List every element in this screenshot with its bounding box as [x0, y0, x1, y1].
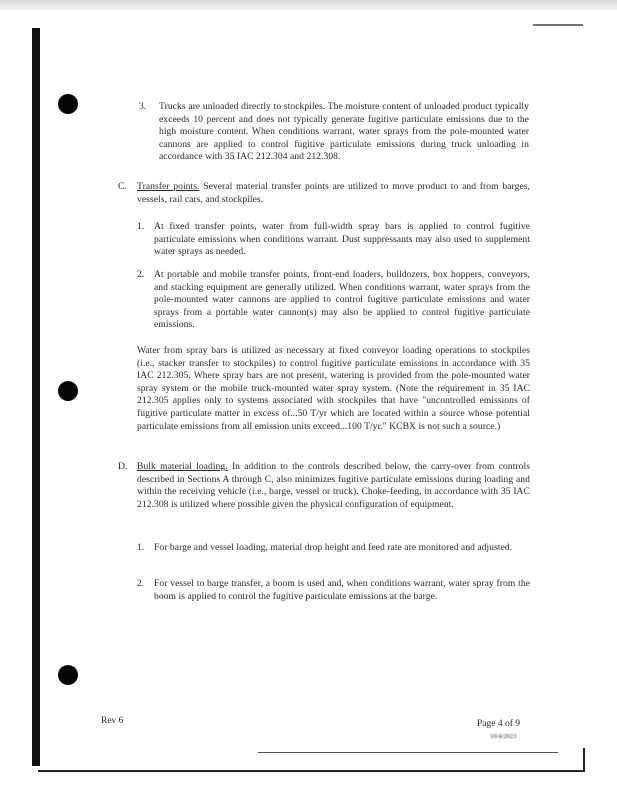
paragraph-a3: Trucks are unloaded directly to stockpiles. The moisture content of unloaded product typically exceeds 10 percent and does not typically generate fugitive particulate emissions due to the high moisture content. When conditions warrant, water sprays from the pole-mounted water cannons are applied to control fugitive particulate emissions during truck unloading in accordance with 35 IAC 212.304 and 212.308.: [159, 101, 529, 163]
section-c-heading: Transfer points.: [137, 181, 200, 192]
date-code: 10/4/2023: [490, 733, 517, 740]
section-letter-d: D.: [118, 461, 128, 472]
paragraph-c-water: Water from spray bars is utilized as necessary at fixed conveyor loading operations to stockpiles (i.e., stacker transfer to stockpiles) to control fugitive particulate emissions in accordance with 35 IAC 212.305. Where spray bars are not present, watering is provided from the pole-mounted water spray system or the mobile truck-mounted water spray system. (Note the requirement in 35 IAC 212.305 applies only to systems associated with stockpiles that have "uncontrolled emissions of fugitive particulate matter in excess of...50 T/yr which are located within a source whose potential particulate emissions from all emission units exceed...100 T/yr." KCBX is not such a source.): [137, 345, 530, 432]
paragraph-d1: For barge and vessel loading, material drop height and feed rate are monitored and adjusted.: [154, 542, 513, 553]
punch-hole-top: [58, 94, 78, 114]
item-number: 2.: [137, 269, 145, 280]
punch-hole-middle: [58, 381, 78, 401]
paragraph-c1: At fixed transfer points, water from full-width spray bars is applied to control fugitive particulate emissions when conditions warrant. Dust suppressants may also used to supplement water sprays as needed.: [154, 221, 530, 258]
scan-left-border: [32, 28, 40, 766]
section-d-text: In addition to the controls described below, the carry-over from controls described in Sections A through C, also minimizes fugitive particulate emissions during loading and within the receiving vehicle (i.e., barge, vessel or truck). Choke-feeding, in accordance with 35 IAC 212.308 is utilized where possible given the physical configuration of equipment.: [137, 461, 531, 510]
paragraph-c2: At portable and mobile transfer points, front-end loaders, bulldozers, box hoppers, conveyors, and stacking equipment are generally utilized. When conditions warrant, water sprays from the pole-mounted water cannons are applied to control fugitive particulate emissions and water sprays from a portable water cannon(s) may also be applied to control fugitive particulate emissions.: [154, 269, 530, 331]
section-c-intro: [137, 181, 530, 206]
item-number: 1.: [137, 542, 145, 553]
revision-label: Rev 6: [101, 716, 124, 726]
scan-top-rule: [533, 24, 583, 26]
section-d-intro: [137, 461, 530, 511]
paragraph-d2: For vessel to barge transfer, a boom is used and, when conditions warrant, water spray from the boom is applied to control the fugitive particulate emissions at the barge.: [154, 578, 530, 602]
item-number: 1.: [137, 221, 145, 232]
section-c-text: Several material transfer points are utilized to move product to and from barges, vessels, rail cars, and stockpiles.: [137, 181, 530, 205]
item-number: 2.: [137, 578, 145, 589]
item-number: 3.: [139, 101, 147, 112]
section-letter-c: C.: [118, 181, 127, 192]
scan-edge: [0, 0, 617, 10]
section-d-heading: Bulk material loading.: [137, 461, 228, 472]
page-number: Page 4 of 9: [477, 719, 521, 729]
punch-hole-bottom: [58, 665, 78, 685]
scan-bottom-rule: [258, 752, 558, 753]
